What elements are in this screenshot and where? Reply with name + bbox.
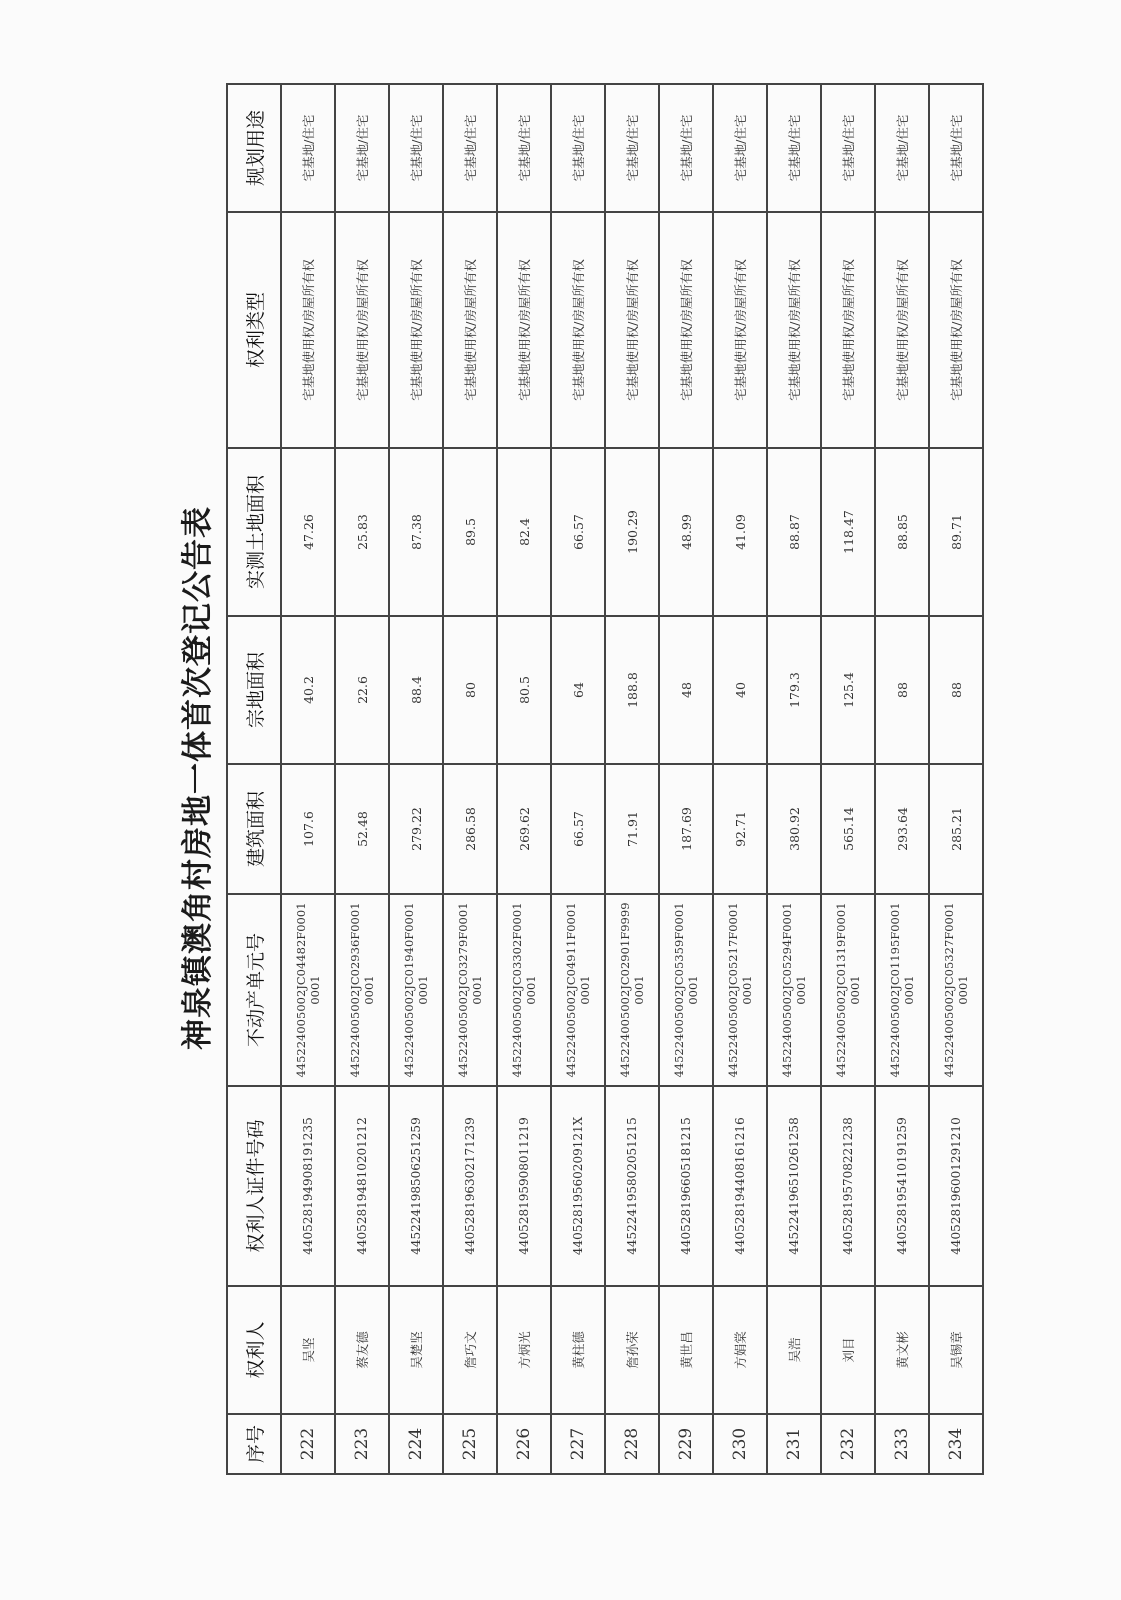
cell-right-type: 宅基地使用权/房屋所有权 [659, 212, 713, 448]
cell-right-type: 宅基地使用权/房屋所有权 [821, 212, 875, 448]
cell-seq: 222 [281, 1414, 335, 1474]
cell-parcel-area: 22.6 [335, 616, 389, 764]
cell-parcel-area: 40 [713, 616, 767, 764]
cell-measured-area: 82.4 [497, 448, 551, 616]
table-header-row [227, 84, 281, 1474]
cell-right-type: 宅基地使用权/房屋所有权 [497, 212, 551, 448]
cell-right-type: 宅基地使用权/房屋所有权 [551, 212, 605, 448]
cell-parcel-area: 80 [443, 616, 497, 764]
cell-unit-number: 445224005002JC01319F00010001 [821, 894, 875, 1086]
table-row [281, 84, 335, 1474]
cell-unit-number: 445224005002JC04482F00010001 [281, 894, 335, 1086]
cell-planned-use: 宅基地/住宅 [875, 84, 929, 212]
cell-parcel-area: 179.3 [767, 616, 821, 764]
cell-planned-use: 宅基地/住宅 [335, 84, 389, 212]
cell-seq: 232 [821, 1414, 875, 1474]
cell-owner-id: 440528194408161216 [713, 1086, 767, 1286]
table-row [713, 84, 767, 1474]
cell-unit-number: 445224005002JC03302F00010001 [497, 894, 551, 1086]
cell-planned-use: 宅基地/住宅 [605, 84, 659, 212]
cell-seq: 225 [443, 1414, 497, 1474]
cell-owner: 吴锡章 [929, 1286, 983, 1414]
cell-seq: 224 [389, 1414, 443, 1474]
cell-owner: 黄柱德 [551, 1286, 605, 1414]
cell-measured-area: 66.57 [551, 448, 605, 616]
cell-unit-number: 445224005002JC03279F00010001 [443, 894, 497, 1086]
table-row [605, 84, 659, 1474]
header-seq: 序号 [227, 1414, 281, 1474]
cell-measured-area: 89.5 [443, 448, 497, 616]
cell-building-area: 380.92 [767, 764, 821, 894]
registration-table [226, 83, 984, 1475]
cell-building-area: 293.64 [875, 764, 929, 894]
cell-seq: 226 [497, 1414, 551, 1474]
cell-right-type: 宅基地使用权/房屋所有权 [767, 212, 821, 448]
cell-seq: 231 [767, 1414, 821, 1474]
cell-owner-id: 440528195410191259 [875, 1086, 929, 1286]
cell-owner-id: 440528194810201212 [335, 1086, 389, 1286]
table-row [443, 84, 497, 1474]
cell-measured-area: 25.83 [335, 448, 389, 616]
cell-right-type: 宅基地使用权/房屋所有权 [929, 212, 983, 448]
cell-owner: 詹孙荣 [605, 1286, 659, 1414]
cell-unit-number: 445224005002JC02936F00010001 [335, 894, 389, 1086]
cell-parcel-area: 80.5 [497, 616, 551, 764]
cell-planned-use: 宅基地/住宅 [389, 84, 443, 212]
cell-measured-area: 89.71 [929, 448, 983, 616]
cell-planned-use: 宅基地/住宅 [713, 84, 767, 212]
header-owner-id: 权利人证件号码 [227, 1086, 281, 1286]
cell-owner-id: 440528195908011219 [497, 1086, 551, 1286]
cell-owner-id: 440528194908191235 [281, 1086, 335, 1286]
cell-parcel-area: 188.8 [605, 616, 659, 764]
cell-unit-number: 445224005002JC04911F00010001 [551, 894, 605, 1086]
cell-building-area: 269.62 [497, 764, 551, 894]
cell-owner: 黄世昌 [659, 1286, 713, 1414]
table-row [551, 84, 605, 1474]
cell-seq: 233 [875, 1414, 929, 1474]
cell-owner: 刘目 [821, 1286, 875, 1414]
cell-building-area: 286.58 [443, 764, 497, 894]
cell-seq: 227 [551, 1414, 605, 1474]
cell-parcel-area: 64 [551, 616, 605, 764]
cell-measured-area: 48.99 [659, 448, 713, 616]
cell-unit-number: 445224005002JC01940F00010001 [389, 894, 443, 1086]
cell-building-area: 565.14 [821, 764, 875, 894]
table-row [497, 84, 551, 1474]
cell-owner-id: 445224196510261258 [767, 1086, 821, 1286]
cell-owner-id: 440528195708221238 [821, 1086, 875, 1286]
cell-parcel-area: 88 [875, 616, 929, 764]
cell-planned-use: 宅基地/住宅 [659, 84, 713, 212]
cell-planned-use: 宅基地/住宅 [929, 84, 983, 212]
table-body [281, 84, 983, 1474]
cell-building-area: 187.69 [659, 764, 713, 894]
header-planned-use: 规划用途 [227, 84, 281, 212]
cell-seq: 230 [713, 1414, 767, 1474]
cell-right-type: 宅基地使用权/房屋所有权 [389, 212, 443, 448]
cell-planned-use: 宅基地/住宅 [497, 84, 551, 212]
cell-unit-number: 445224005002JC02901F99990001 [605, 894, 659, 1086]
cell-unit-number: 445224005002JC05217F00010001 [713, 894, 767, 1086]
table-row [875, 84, 929, 1474]
cell-unit-number: 445224005002JC05327F00010001 [929, 894, 983, 1086]
cell-owner-id: 440528196302171239 [443, 1086, 497, 1286]
cell-owner: 蔡友德 [335, 1286, 389, 1414]
cell-planned-use: 宅基地/住宅 [443, 84, 497, 212]
header-building-area: 建筑面积 [227, 764, 281, 894]
cell-measured-area: 190.29 [605, 448, 659, 616]
cell-building-area: 52.48 [335, 764, 389, 894]
header-right-type: 权利类型 [227, 212, 281, 448]
header-unit-number: 不动产单元号 [227, 894, 281, 1086]
table-row [929, 84, 983, 1474]
cell-unit-number: 445224005002JC01195F00010001 [875, 894, 929, 1086]
cell-building-area: 71.91 [605, 764, 659, 894]
header-parcel-area: 宗地面积 [227, 616, 281, 764]
cell-owner-id: 445224195802051215 [605, 1086, 659, 1286]
cell-planned-use: 宅基地/住宅 [821, 84, 875, 212]
cell-owner-id: 440528196605181215 [659, 1086, 713, 1286]
table-row [389, 84, 443, 1474]
cell-right-type: 宅基地使用权/房屋所有权 [713, 212, 767, 448]
cell-owner: 方娟棠 [713, 1286, 767, 1414]
cell-planned-use: 宅基地/住宅 [281, 84, 335, 212]
cell-right-type: 宅基地使用权/房屋所有权 [335, 212, 389, 448]
cell-parcel-area: 48 [659, 616, 713, 764]
cell-measured-area: 47.26 [281, 448, 335, 616]
cell-owner: 方炳光 [497, 1286, 551, 1414]
cell-building-area: 285.21 [929, 764, 983, 894]
cell-owner-id: 445224198506251259 [389, 1086, 443, 1286]
cell-parcel-area: 88.4 [389, 616, 443, 764]
cell-right-type: 宅基地使用权/房屋所有权 [875, 212, 929, 448]
cell-unit-number: 445224005002JC05359F00010001 [659, 894, 713, 1086]
cell-building-area: 92.71 [713, 764, 767, 894]
cell-owner-id: 440528196001291210 [929, 1086, 983, 1286]
cell-unit-number: 445224005002JC05294F00010001 [767, 894, 821, 1086]
cell-owner-id: 44052819560209121X [551, 1086, 605, 1286]
cell-building-area: 66.57 [551, 764, 605, 894]
cell-owner: 吴浩 [767, 1286, 821, 1414]
cell-measured-area: 87.38 [389, 448, 443, 616]
cell-parcel-area: 125.4 [821, 616, 875, 764]
cell-right-type: 宅基地使用权/房屋所有权 [605, 212, 659, 448]
cell-owner: 吴楚坚 [389, 1286, 443, 1414]
cell-owner: 黄文彬 [875, 1286, 929, 1414]
cell-building-area: 279.22 [389, 764, 443, 894]
cell-measured-area: 88.87 [767, 448, 821, 616]
cell-owner: 詹巧文 [443, 1286, 497, 1414]
cell-right-type: 宅基地使用权/房屋所有权 [281, 212, 335, 448]
cell-building-area: 107.6 [281, 764, 335, 894]
cell-seq: 223 [335, 1414, 389, 1474]
cell-seq: 228 [605, 1414, 659, 1474]
table-row [335, 84, 389, 1474]
cell-measured-area: 41.09 [713, 448, 767, 616]
cell-seq: 234 [929, 1414, 983, 1474]
cell-right-type: 宅基地使用权/房屋所有权 [443, 212, 497, 448]
table-row [767, 84, 821, 1474]
header-measured-area: 实测土地面积 [227, 448, 281, 616]
cell-planned-use: 宅基地/住宅 [767, 84, 821, 212]
cell-parcel-area: 88 [929, 616, 983, 764]
table-row [659, 84, 713, 1474]
table-rotated-container [226, 85, 970, 1475]
header-owner: 权利人 [227, 1286, 281, 1414]
cell-measured-area: 88.85 [875, 448, 929, 616]
table-row [821, 84, 875, 1474]
document-title: 神泉镇澳角村房地一体首次登记公告表 [180, 506, 216, 1050]
cell-planned-use: 宅基地/住宅 [551, 84, 605, 212]
cell-seq: 229 [659, 1414, 713, 1474]
cell-parcel-area: 40.2 [281, 616, 335, 764]
cell-owner: 吴坚 [281, 1286, 335, 1414]
cell-measured-area: 118.47 [821, 448, 875, 616]
